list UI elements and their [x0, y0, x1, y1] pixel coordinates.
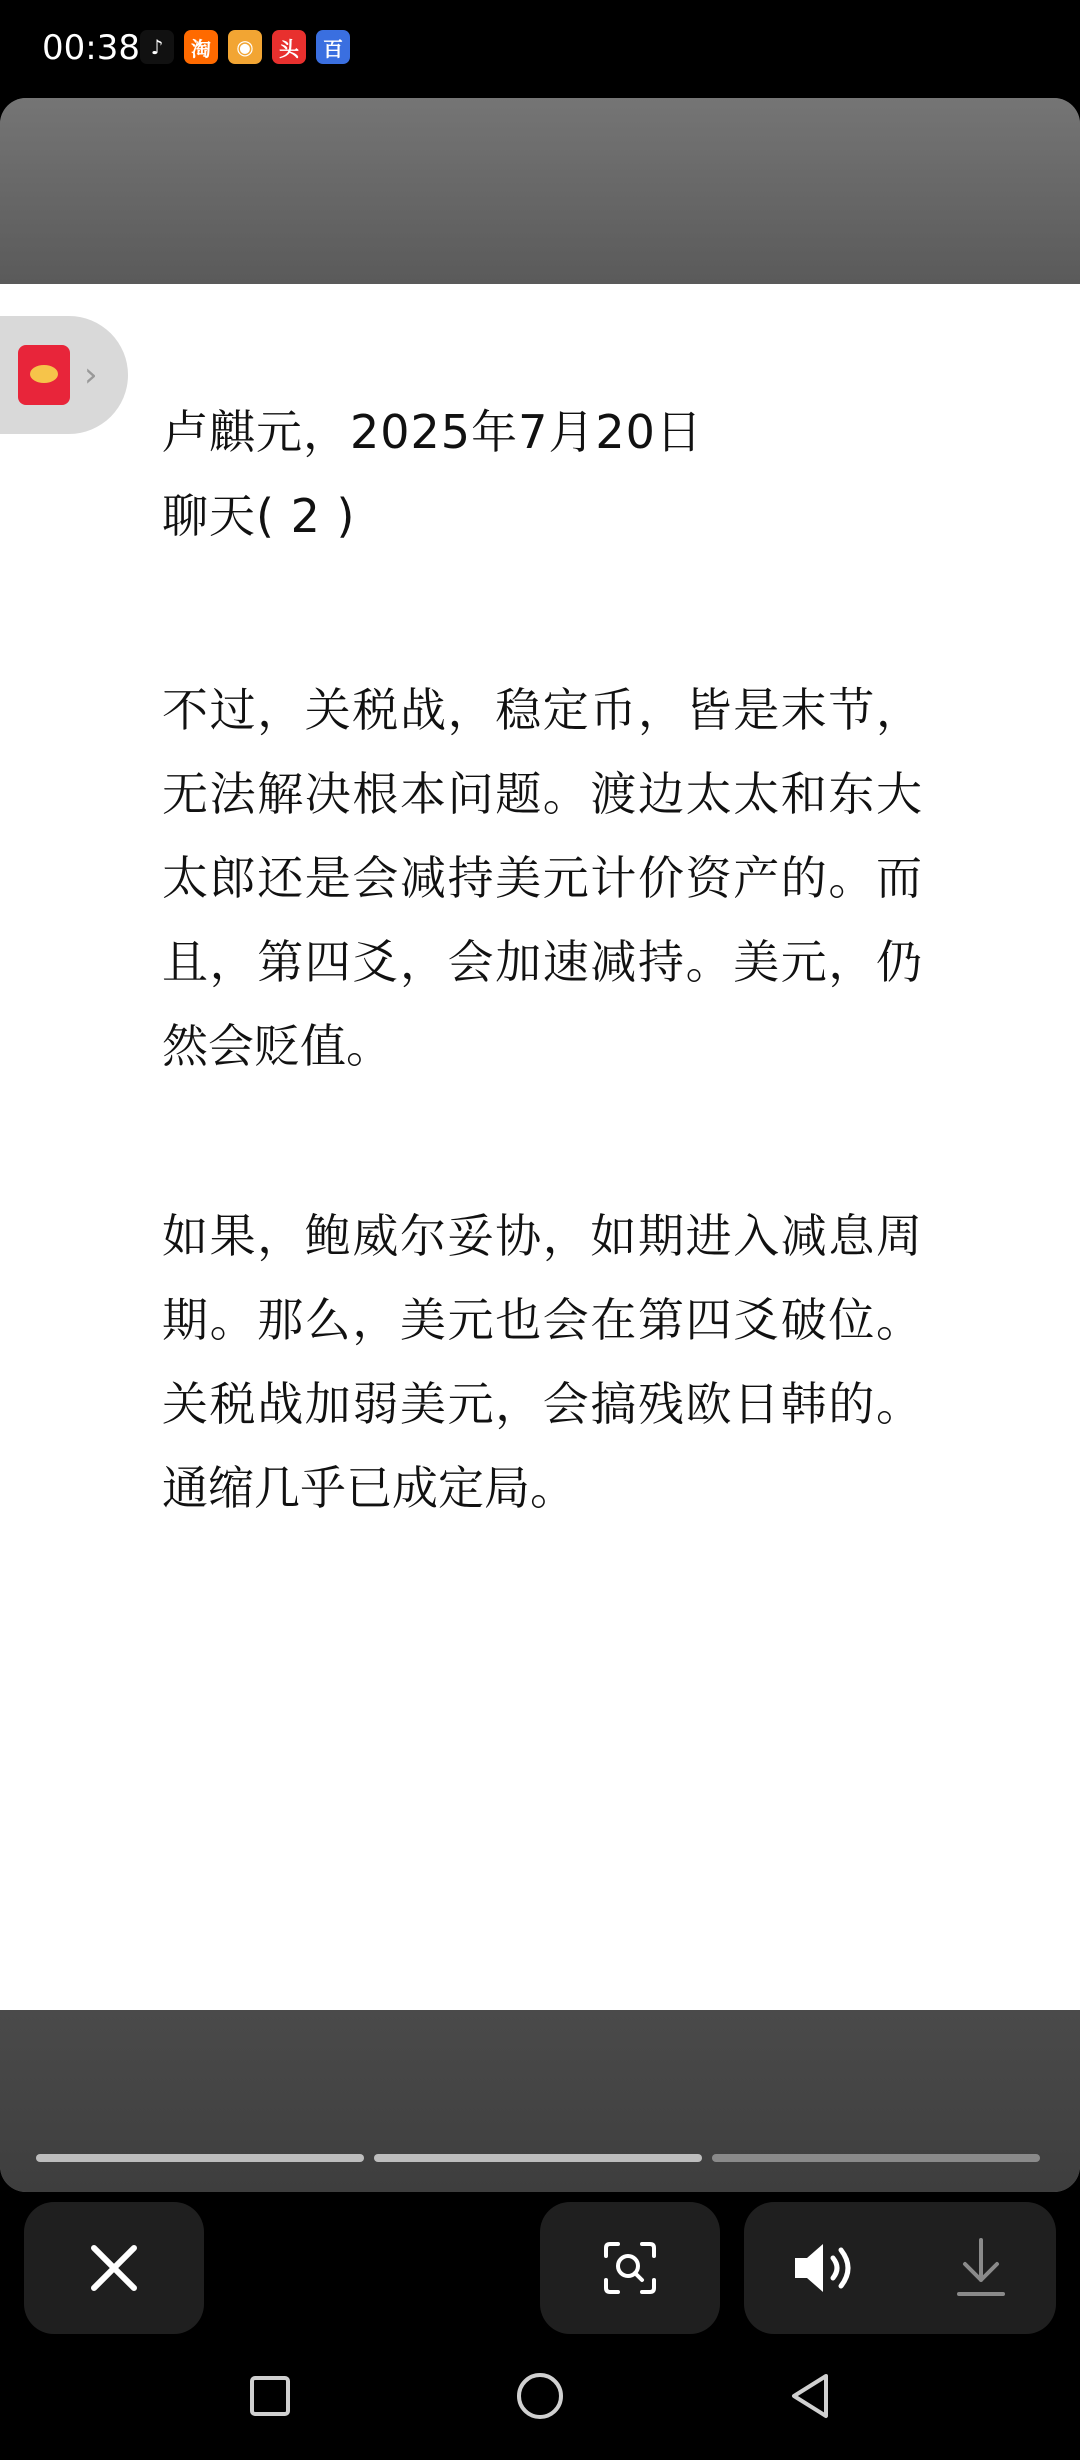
viewer-bottom-area [0, 2010, 1080, 2192]
speaker-icon[interactable] [791, 2238, 859, 2298]
red-packet-tab[interactable] [0, 316, 128, 434]
system-navigation-bar [0, 2340, 1080, 2460]
tiktok-icon: ♪ [140, 30, 174, 64]
viewer-top-area [0, 98, 1080, 284]
progress-segment [36, 2154, 364, 2162]
home-button[interactable] [514, 2370, 566, 2422]
chevron-right-icon: › [84, 355, 98, 395]
status-bar [0, 0, 1080, 98]
back-button[interactable] [786, 2370, 834, 2422]
image-search-icon [600, 2238, 660, 2298]
status-time: 00:38 [42, 28, 140, 68]
close-button[interactable] [24, 2202, 204, 2334]
image-search-button[interactable] [540, 2202, 720, 2334]
image-viewer[interactable] [0, 98, 1080, 2192]
document-subtitle: 聊天( 2 ) [162, 489, 356, 543]
weibo-icon: ◉ [228, 30, 262, 64]
document-title: 卢麒元，2025年7月20日 [162, 405, 703, 459]
close-icon [86, 2240, 142, 2296]
taobao-icon: 淘 [184, 30, 218, 64]
paragraph-2: 如果，鲍威尔妥协，如期进入减息周期。那么，美元也会在第四爻破位。关税战加弱美元，会搞残欧日韩的。通缩几乎已成定局。 [162, 1209, 922, 1515]
toutiao-icon: 头 [272, 30, 306, 64]
progress-segment [712, 2154, 1040, 2162]
download-icon[interactable] [953, 2236, 1009, 2300]
progress-segment [374, 2154, 702, 2162]
media-actions [744, 2202, 1056, 2334]
recent-apps-button[interactable] [248, 2374, 292, 2418]
paragraph-1: 不过，关税战，稳定币，皆是末节，无法解决根本问题。渡边太太和东大太郎还是会减持美元计价资产的。而且，第四爻，会加速减持。美元，仍然会贬值。 [162, 683, 922, 1073]
notification-icons [140, 30, 350, 64]
red-packet-icon [18, 345, 70, 405]
baidu-icon: 百 [316, 30, 350, 64]
story-progress [36, 2154, 1040, 2162]
document-page[interactable] [0, 284, 1080, 2010]
